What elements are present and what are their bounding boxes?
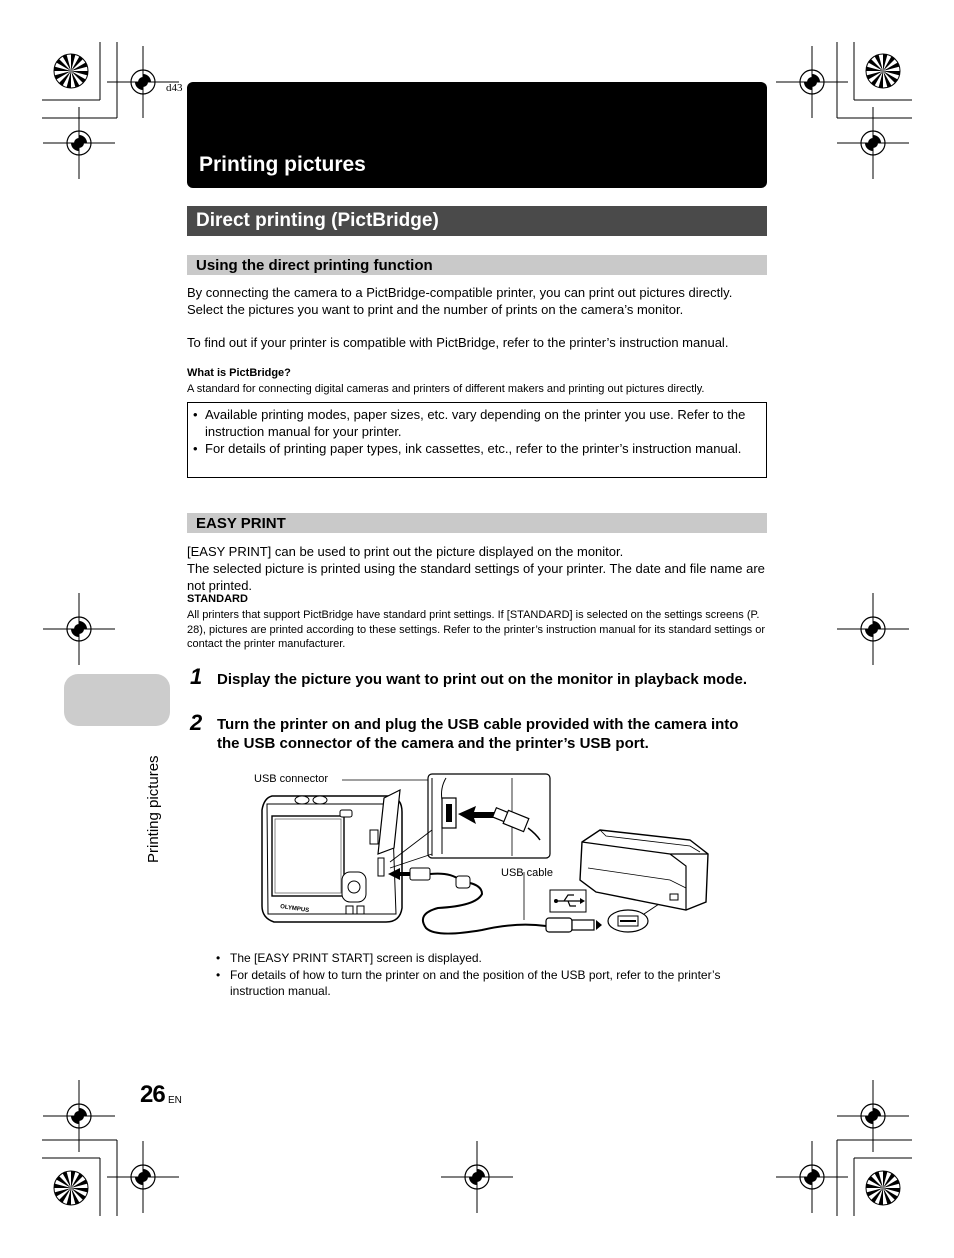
easy-print-paragraph: [EASY PRINT] can be used to print out the picture displayed on the monitor. xyxy=(187,544,624,559)
side-chapter-tab xyxy=(64,674,170,726)
result-bullet-item: • The [EASY PRINT START] screen is displayed. xyxy=(216,951,482,965)
step-text: Turn the printer on and plug the USB cable provided with the camera into the USB connector of the camera and the printer’s USB port. xyxy=(217,716,739,752)
printer-illustration xyxy=(580,830,708,910)
section-title: Direct printing (PictBridge) xyxy=(196,210,439,231)
intro-paragraph: By connecting the camera to a PictBridge-compatible printer, you can print out pictures directly. Select the pictures you want to print and the number of prints on the camera’s monitor. xyxy=(187,285,733,317)
page-language: EN xyxy=(168,1095,182,1106)
result-bullet-list xyxy=(216,950,771,999)
usb-connector-inset xyxy=(390,774,550,868)
standard-title: STANDARD xyxy=(187,593,248,605)
step-number: 1 xyxy=(190,664,203,689)
usb-cable-label: USB cable xyxy=(501,867,553,879)
compatibility-paragraph: To find out if your printer is compatible with PictBridge, refer to the printer’s instruction manual. xyxy=(187,335,729,350)
document-code: d43 xyxy=(166,82,183,94)
page-number: 26 xyxy=(140,1081,165,1108)
subsection-title: Using the direct printing function xyxy=(196,257,433,274)
step-number: 2 xyxy=(190,710,203,735)
camera-brand-text: OLYMPUS xyxy=(279,904,310,915)
note-item: • Available printing modes, paper sizes, etc. vary depending on the printer you use. Refer to the instruction manual for your printer. xyxy=(193,407,746,439)
note-item: • For details of printing paper types, ink cassettes, etc., refer to the printer’s instruction manual. xyxy=(193,441,742,456)
side-chapter-label: Printing pictures xyxy=(145,755,162,863)
camera-illustration xyxy=(262,790,402,922)
standard-text: All printers that support PictBridge have standard print settings. If [STANDARD] is selected on the settings screens (P. 28), pictures are printed according to these settings. Refer to the printer’s instruction manual for its standard settings or contact the printer manufacturer. xyxy=(187,609,765,650)
pictbridge-definition-title: What is PictBridge? xyxy=(187,367,291,379)
step-text: Display the picture you want to print out on the monitor in playback mode. xyxy=(217,671,748,688)
pictbridge-definition-text: A standard for connecting digital cameras and printers of different makers and printing out pictures directly. xyxy=(187,383,705,395)
note-box xyxy=(187,402,767,478)
usb-connection-illustration xyxy=(250,768,720,944)
result-bullet-item: • For details of how to turn the printer on and the position of the USB port, refer to the printer’s instruction manual. xyxy=(216,968,721,998)
usb-connector-label: USB connector xyxy=(254,773,328,785)
subsection-title: EASY PRINT xyxy=(196,515,286,532)
standard-settings-paragraph: The selected picture is printed using the standard settings of your printer. The date and file name are not printed. xyxy=(187,561,765,593)
chapter-title: Printing pictures xyxy=(199,153,366,176)
